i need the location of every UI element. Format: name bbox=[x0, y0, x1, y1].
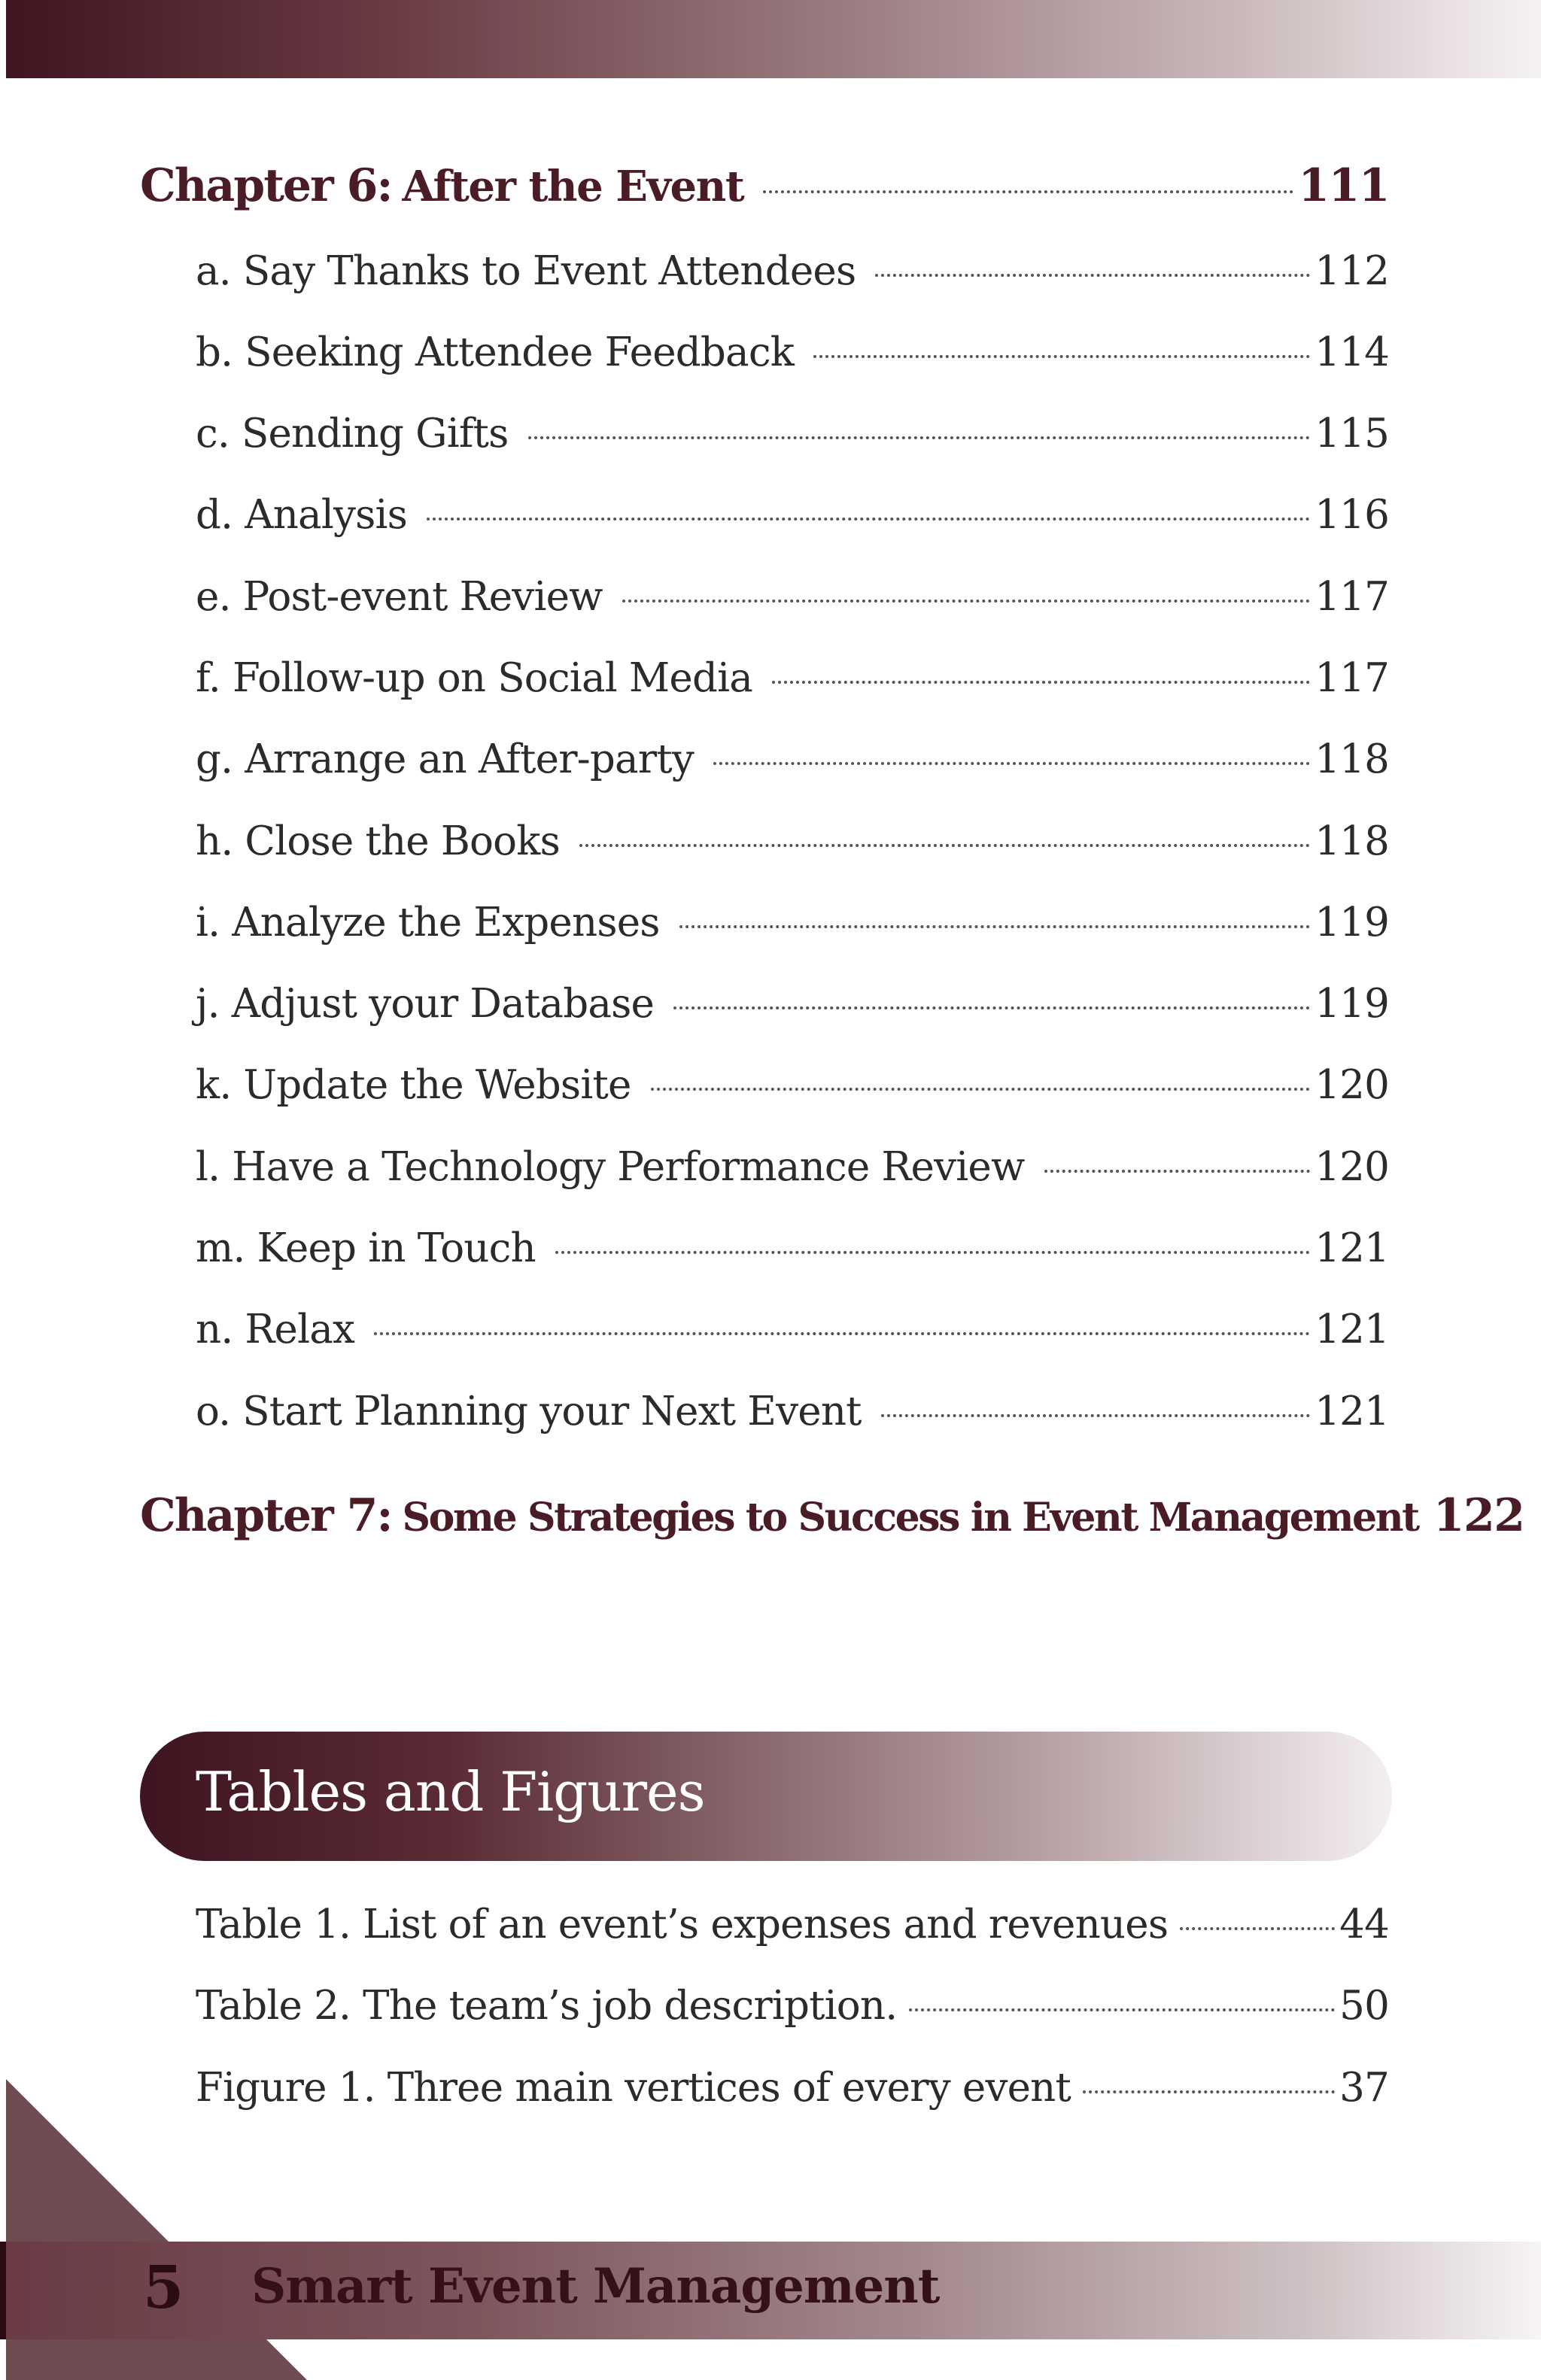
dot-leader bbox=[579, 844, 1310, 847]
page-number-ref: 121 bbox=[1315, 1225, 1389, 1271]
dot-leader bbox=[1180, 1927, 1335, 1930]
page-number-ref: 37 bbox=[1339, 2065, 1389, 2111]
toc-entry[interactable] bbox=[196, 818, 1389, 864]
dot-leader bbox=[679, 925, 1311, 928]
entry-label: o. Start Planning your Next Event bbox=[196, 1389, 862, 1434]
dot-leader bbox=[813, 355, 1310, 358]
chapter-title: Some Strategies to Success in Event Management bbox=[402, 1495, 1418, 1541]
entry-label: h. Close the Books bbox=[196, 818, 560, 864]
entry-label: l. Have a Technology Performance Review bbox=[196, 1144, 1025, 1190]
entry-label: b. Seeking Attendee Feedback bbox=[196, 329, 795, 375]
dot-leader bbox=[1083, 2090, 1335, 2093]
dot-leader bbox=[875, 274, 1310, 277]
toc-entry[interactable] bbox=[196, 1062, 1389, 1108]
dot-leader bbox=[427, 518, 1310, 521]
footer-edge-line bbox=[0, 2242, 6, 2339]
page-number-ref: 114 bbox=[1315, 329, 1389, 375]
dot-leader bbox=[713, 762, 1310, 765]
page-number-ref: 119 bbox=[1315, 900, 1389, 946]
page-number-ref: 122 bbox=[1433, 1489, 1524, 1542]
toc-entry[interactable] bbox=[196, 1307, 1389, 1352]
entry-label: j. Adjust your Database bbox=[196, 981, 655, 1027]
page-number-ref: 117 bbox=[1315, 655, 1389, 701]
entry-label: n. Relax bbox=[196, 1307, 355, 1352]
dot-leader bbox=[763, 190, 1293, 193]
entry-label: a. Say Thanks to Event Attendees bbox=[196, 248, 856, 294]
toc-chapter-7[interactable] bbox=[140, 1489, 1524, 1542]
dot-leader bbox=[374, 1332, 1310, 1335]
toc-entry[interactable] bbox=[196, 981, 1389, 1027]
dot-leader bbox=[651, 1088, 1311, 1091]
page-number-ref: 121 bbox=[1315, 1389, 1389, 1434]
footer-book-title: Smart Event Management bbox=[251, 2258, 940, 2315]
page-number-ref: 116 bbox=[1315, 492, 1389, 538]
entry-label: c. Sending Gifts bbox=[196, 411, 509, 457]
page-number-ref: 119 bbox=[1315, 981, 1389, 1027]
entry-label: e. Post-event Review bbox=[196, 574, 603, 620]
entry-label: i. Analyze the Expenses bbox=[196, 900, 660, 946]
dot-leader bbox=[622, 600, 1311, 603]
toc-entry[interactable] bbox=[196, 655, 1389, 701]
footer-page-number: 5 bbox=[143, 2254, 184, 2322]
top-decorative-bar bbox=[6, 0, 1541, 78]
entry-label: d. Analysis bbox=[196, 492, 408, 538]
page-number-ref: 117 bbox=[1315, 574, 1389, 620]
toc-entry[interactable] bbox=[196, 329, 1389, 375]
toc-entry[interactable] bbox=[196, 1389, 1389, 1434]
toc-chapter-6[interactable] bbox=[140, 159, 1389, 212]
entry-label: g. Arrange an After-party bbox=[196, 736, 694, 782]
page-number-ref: 120 bbox=[1315, 1144, 1389, 1190]
dot-leader bbox=[555, 1251, 1310, 1254]
toc-entry[interactable] bbox=[196, 1225, 1389, 1271]
chapter-title: After the Event bbox=[402, 162, 744, 211]
chapter-number: Chapter 7: bbox=[140, 1489, 392, 1542]
toc-entry[interactable] bbox=[196, 1144, 1389, 1190]
entry-label: k. Update the Website bbox=[196, 1062, 631, 1108]
toc-entry[interactable] bbox=[196, 900, 1389, 946]
section-heading: Tables and Figures bbox=[196, 1760, 705, 1823]
toc-entry[interactable] bbox=[196, 411, 1389, 457]
toc-entry[interactable] bbox=[196, 736, 1389, 782]
figure-list-entry[interactable] bbox=[196, 1902, 1389, 1947]
page-number-ref: 112 bbox=[1315, 248, 1389, 294]
tables-and-figures-banner bbox=[140, 1732, 1392, 1861]
entry-label: m. Keep in Touch bbox=[196, 1225, 536, 1271]
page-number-ref: 118 bbox=[1315, 736, 1389, 782]
page-number-ref: 50 bbox=[1339, 1983, 1389, 2029]
entry-label: Table 1. List of an event’s expenses and revenues bbox=[196, 1902, 1169, 1947]
toc-entry[interactable] bbox=[196, 574, 1389, 620]
page-number-ref: 120 bbox=[1315, 1062, 1389, 1108]
page-number-ref: 118 bbox=[1315, 818, 1389, 864]
chapter-number: Chapter 6: bbox=[140, 159, 392, 212]
page-number-ref: 121 bbox=[1315, 1307, 1389, 1352]
figure-list-entry[interactable] bbox=[196, 2065, 1389, 2111]
dot-leader bbox=[1044, 1170, 1311, 1173]
figure-list-entry[interactable] bbox=[196, 1983, 1389, 2029]
page-number-ref: 111 bbox=[1298, 159, 1389, 212]
entry-label: Figure 1. Three main vertices of every event bbox=[196, 2065, 1071, 2111]
toc-entry[interactable] bbox=[196, 492, 1389, 538]
dot-leader bbox=[772, 681, 1310, 684]
dot-leader bbox=[909, 2008, 1335, 2011]
entry-label: Table 2. The team’s job description. bbox=[196, 1983, 898, 2029]
page-number-ref: 115 bbox=[1315, 411, 1389, 457]
entry-label: f. Follow-up on Social Media bbox=[196, 655, 753, 701]
dot-leader bbox=[528, 436, 1311, 439]
dot-leader bbox=[673, 1006, 1310, 1009]
page-number-ref: 44 bbox=[1339, 1902, 1389, 1947]
toc-entry[interactable] bbox=[196, 248, 1389, 294]
dot-leader bbox=[881, 1414, 1311, 1417]
